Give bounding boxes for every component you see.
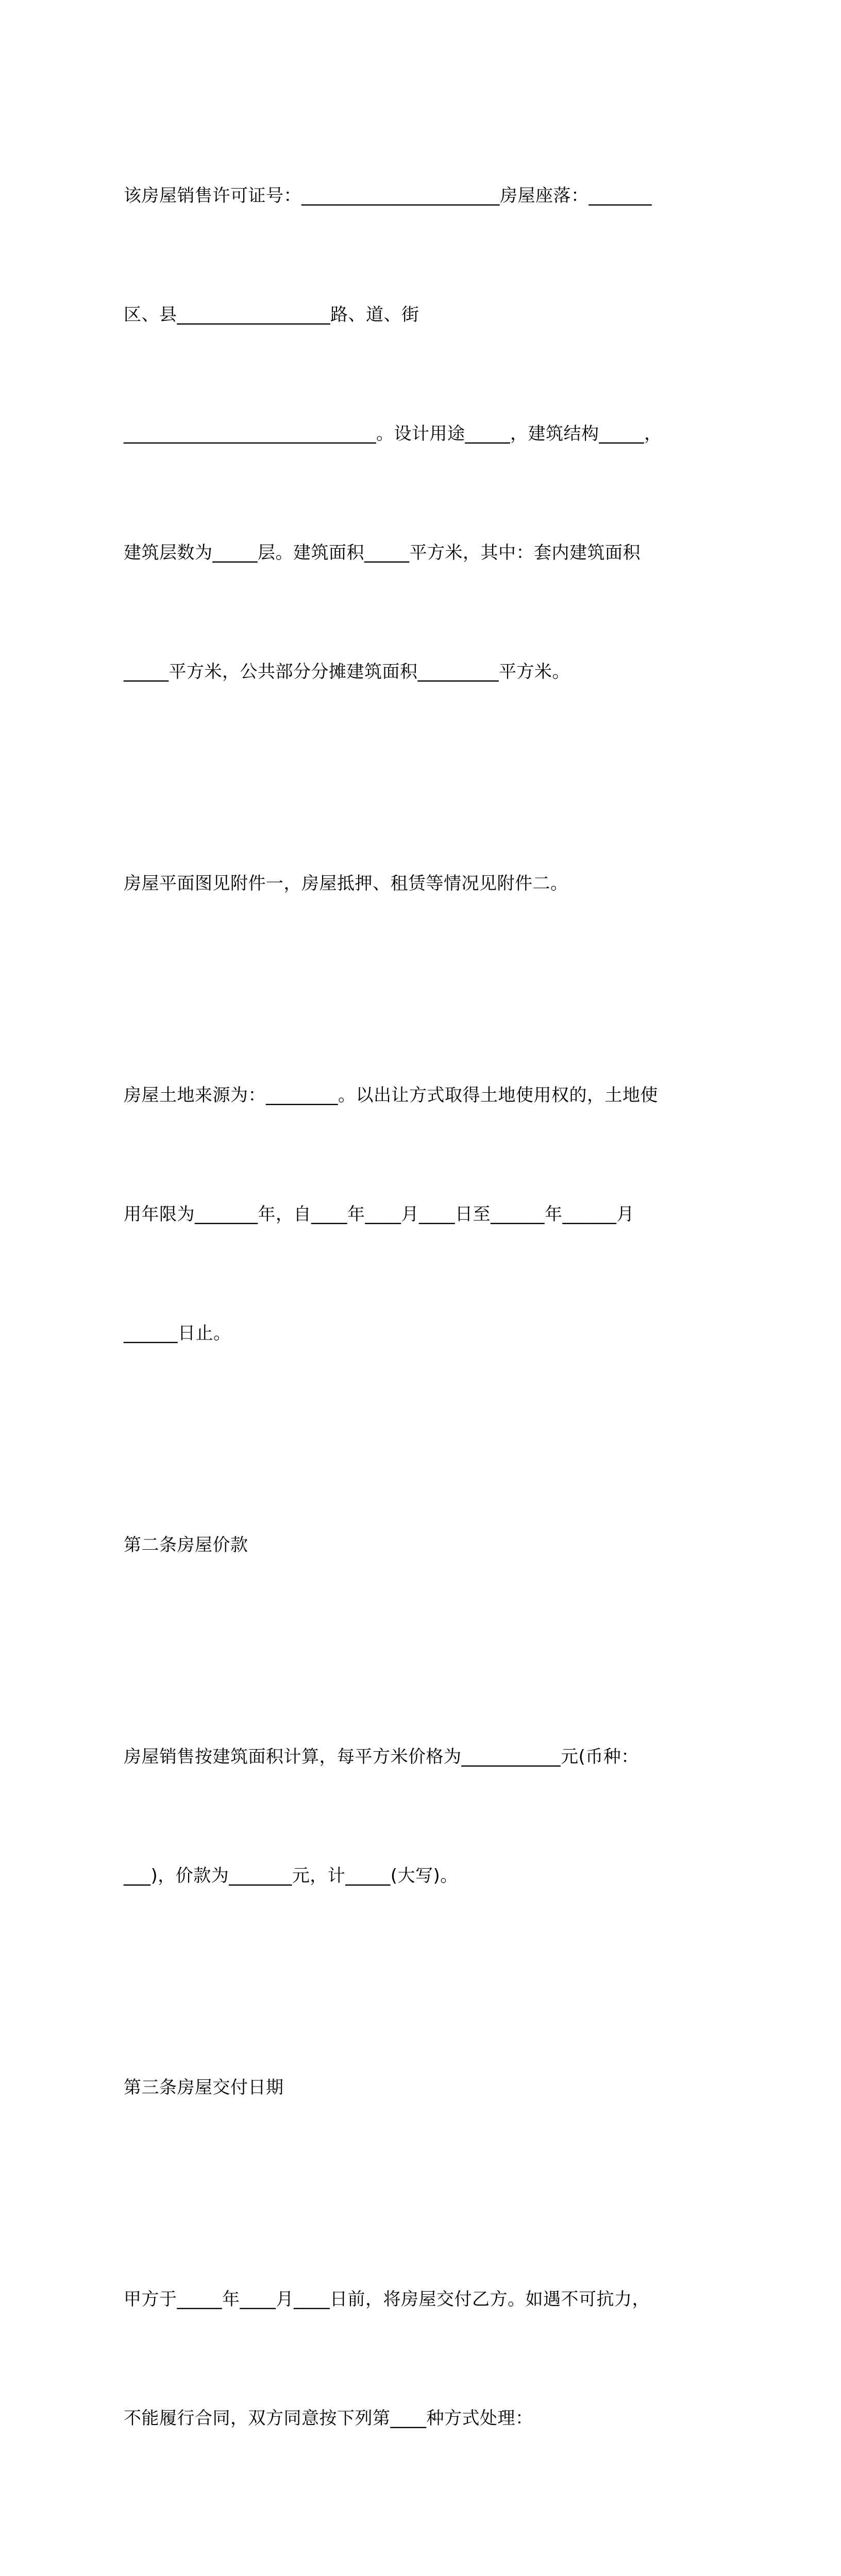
text-line: 房屋平面图见附件一，房屋抵押、租赁等情况见附件二。 [124,873,568,894]
option-item-1 [124,2531,716,2576]
text-line: ___)，价款为_______元，计_____(大写)。 [124,1866,458,1886]
paragraph-property-info [124,97,716,771]
text-line: 区、县_________________路、道、街 [124,304,419,325]
paragraph-gap [124,2518,716,2531]
text-line: ______日止。 [124,1323,231,1344]
heading-article-2 [124,1446,716,1645]
document-body [124,97,716,2576]
paragraph-gap [124,1645,716,1658]
paragraph-gap [124,1433,716,1446]
paragraph-gap [124,1975,716,1989]
text-line: _____平方米，公共部分分摊建筑面积_________平方米。 [124,662,570,682]
text-line: 用年限为_______年，自____年____月____日至______年______月 [124,1204,634,1225]
paragraph-gap [124,771,716,785]
paragraph-gap [124,2187,716,2200]
section-heading: 第二条房屋价款 [124,1535,248,1555]
text-line: ____________________________。设计用途_____，建筑结构_____， [124,423,662,444]
text-line: 房屋销售按建筑面积计算，每平方米价格为___________元(币种： [124,1747,639,1767]
text-line: 该房屋销售许可证号：______________________房屋座落：_______ [124,185,652,206]
heading-article-3 [124,1989,716,2187]
text-line: 甲方于_____年____月____日前，将房屋交付乙方。如遇不可抗力， [124,2289,650,2310]
paragraph-gap [124,983,716,996]
text-line: 不能履行合同，双方同意按下列第____种方式处理： [124,2408,533,2429]
paragraph-delivery [124,2200,716,2518]
paragraph-floor-plan [124,785,716,983]
paragraph-land-source [124,996,716,1433]
section-heading: 第三条房屋交付日期 [124,2077,284,2098]
paragraph-price [124,1658,716,1975]
text-line: 建筑层数为_____层。建筑面积_____平方米，其中：套内建筑面积 [124,543,641,563]
text-line: 房屋土地来源为：________。以出让方式取得土地使用权的，土地使 [124,1085,658,1106]
